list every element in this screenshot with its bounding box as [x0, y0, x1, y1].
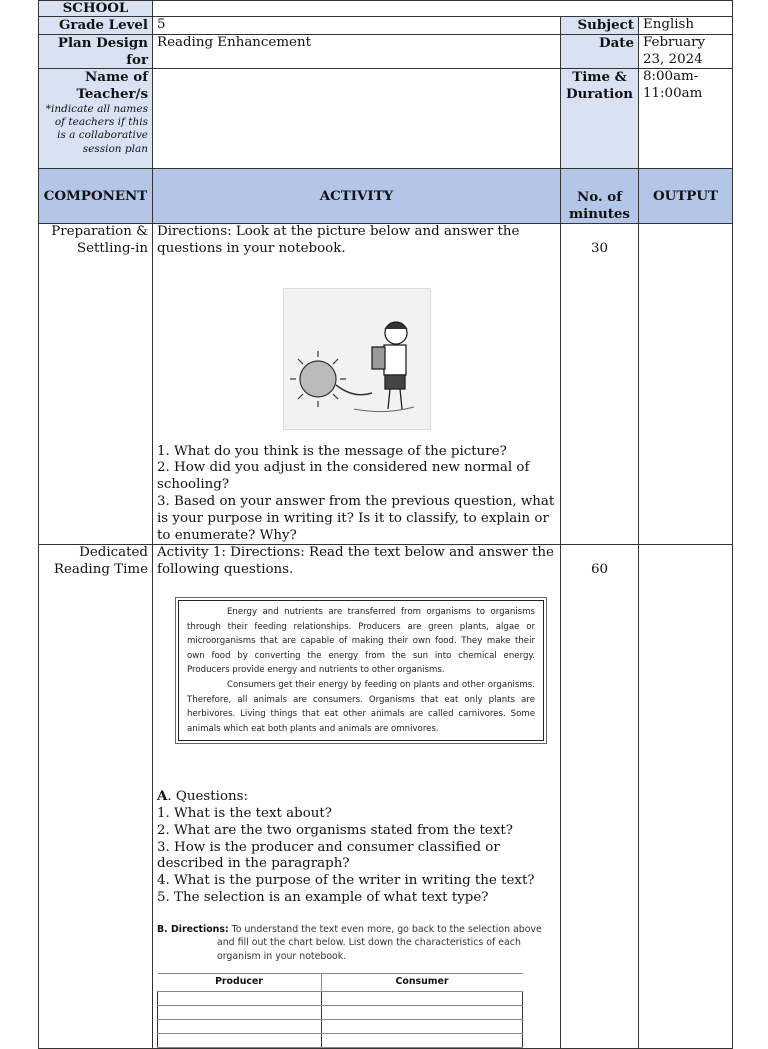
column-header-row — [39, 169, 733, 224]
section-a-letter: A — [157, 788, 168, 805]
output-header: OUTPUT — [639, 169, 733, 224]
reading-component: Dedicated Reading Time — [39, 545, 153, 1049]
preparation-component: Preparation & Settling-in — [39, 223, 153, 544]
section-b-text-2: and fill out the chart below. List down the characteristics of each organism in your notebook. — [217, 937, 521, 962]
chart-row — [158, 991, 523, 1005]
reading-directions: Activity 1: Directions: Read the text below and answer the following questions. — [157, 545, 554, 578]
reading-question-3: 3. How is the producer and consumer classified or described in the paragraph? — [157, 839, 500, 872]
chart-header-producer: Producer — [158, 974, 322, 992]
chart-cell — [321, 991, 523, 1005]
grade-label: Grade Level — [39, 17, 153, 35]
plan-value: Reading Enhancement — [153, 34, 561, 69]
reading-output — [639, 545, 733, 1049]
chart-row — [158, 1005, 523, 1019]
minutes-header: No. of minutes — [561, 169, 639, 224]
reading-activity — [153, 545, 561, 1049]
passage-paragraph-2: Consumers get their energy by feeding on plants and other organisms. Therefore, all animals are consumers. Organisms that eat only plants are herbivores. Living things that eat other animals are called carnivores. Some animals which eat both plants and animals are omnivores. — [187, 679, 535, 734]
chart-cell — [158, 1005, 322, 1019]
preparation-minutes: 30 — [561, 223, 639, 544]
grade-row — [39, 17, 733, 35]
chart-cell — [321, 1019, 523, 1033]
section-b-label: B. Directions: — [157, 923, 229, 935]
time-value: 8:00am-11:00am — [639, 69, 733, 169]
reading-question-1: 1. What is the text about? — [157, 806, 332, 822]
preparation-activity — [153, 223, 561, 544]
chart-cell — [158, 991, 322, 1005]
school-label: SCHOOL — [39, 1, 153, 17]
new-normal-cartoon-image — [283, 288, 431, 430]
time-label: Time & Duration — [561, 69, 639, 169]
chart-cell — [158, 1033, 322, 1047]
chart-cell — [321, 1005, 523, 1019]
date-value: February 23, 2024 — [639, 34, 733, 69]
date-label: Date — [561, 34, 639, 69]
section-a-heading — [157, 788, 556, 806]
teacher-note: *indicate all names of teachers if this is a collaborative session plan — [45, 102, 148, 155]
teacher-label: Name of Teacher/s — [76, 69, 148, 103]
section-a-title: . Questions: — [167, 789, 249, 805]
session-plan-table — [38, 0, 733, 1049]
subject-label: Subject — [561, 17, 639, 35]
subject-value: English — [639, 17, 733, 35]
section-b-text-1: To understand the text even more, go back to the selection above — [231, 923, 542, 935]
reading-question-2: 2. What are the two organisms stated from the text? — [157, 822, 513, 838]
chart-cell — [321, 1033, 523, 1047]
chart-row — [158, 1019, 523, 1033]
grade-value: 5 — [153, 17, 561, 35]
activity-header: ACTIVITY — [153, 169, 561, 224]
plan-label: Plan Design for — [39, 34, 153, 69]
preparation-question-2: 2. How did you adjust in the considered new normal of schooling? — [157, 460, 530, 493]
section-a — [157, 788, 556, 907]
chart-header-consumer: Consumer — [321, 974, 523, 992]
reading-passage-box — [175, 597, 547, 744]
producer-consumer-chart — [157, 973, 523, 1048]
chart-row — [158, 1033, 523, 1047]
chart-cell — [158, 1019, 322, 1033]
school-value — [153, 1, 733, 17]
preparation-directions: Directions: Look at the picture below and answer the questions in your notebook. — [157, 223, 520, 256]
preparation-output — [639, 223, 733, 544]
reading-question-5: 5. The selection is an example of what text type? — [157, 890, 489, 906]
preparation-question-3: 3. Based on your answer from the previous question, what is your purpose in writing it? Is it to classify, to explain or to enumerate? Why? — [157, 493, 555, 543]
preparation-row — [39, 223, 733, 544]
passage-paragraph-1: Energy and nutrients are transferred from organisms to organisms through their feeding relationships. Producers are green plants, algae or microorganisms that are capable of making their own food. They make their own food by converting the energy from the sun into chemical energy. Producers provide energy and nutrients to other organisms. — [187, 606, 535, 676]
reading-question-4: 4. What is the purpose of the writer in writing the text? — [157, 873, 535, 889]
reading-row — [39, 545, 733, 1049]
reading-minutes: 60 — [561, 545, 639, 1049]
preparation-question-1: 1. What do you think is the message of the picture? — [157, 443, 507, 459]
teacher-label-cell — [39, 69, 153, 169]
section-b — [157, 923, 556, 963]
school-row — [39, 1, 733, 17]
component-header: COMPONENT — [39, 169, 153, 224]
plan-row — [39, 34, 733, 69]
teacher-row — [39, 69, 733, 169]
teacher-value — [153, 69, 561, 169]
